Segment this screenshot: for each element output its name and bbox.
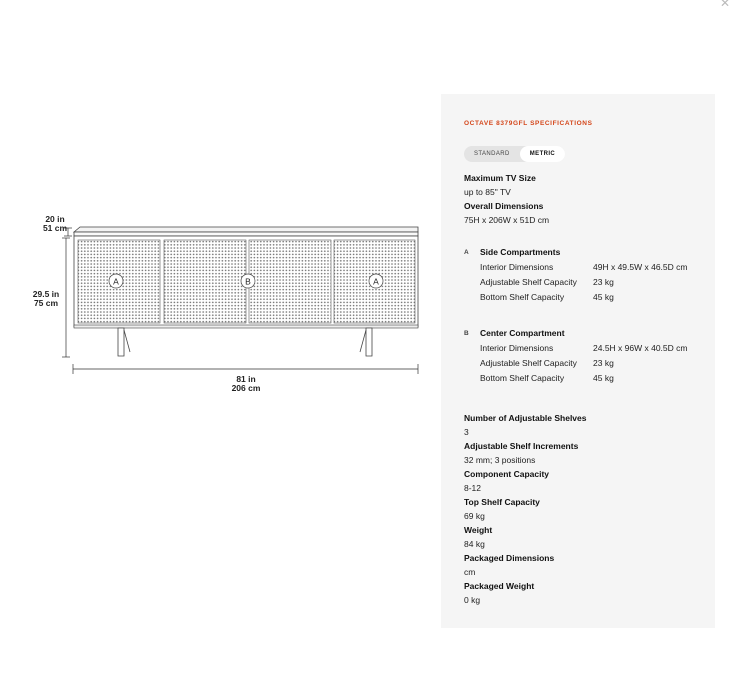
compartment-letter-a: A: [464, 249, 469, 256]
door-label-b: B: [245, 276, 251, 287]
cabinet-top: [74, 227, 418, 232]
depth-label: 20 in 51 cm: [42, 214, 68, 233]
close-icon[interactable]: ✕: [719, 0, 730, 10]
door-center-right: [249, 240, 331, 323]
increments-value: 32 mm; 3 positions: [464, 455, 536, 465]
top-shelf-capacity-value: 69 kg: [464, 511, 485, 521]
increments-label: Adjustable Shelf Increments: [464, 441, 579, 451]
spec-row: Adjustable Shelf Capacity 23 kg: [480, 277, 614, 287]
max-tv-size-label: Maximum TV Size: [464, 173, 536, 183]
spec-row: Interior Dimensions 49H x 49.5W x 46.5D cm: [480, 262, 688, 272]
compartment-letter-b: B: [464, 330, 469, 337]
packaged-weight-value: 0 kg: [464, 595, 481, 605]
spec-row: Bottom Shelf Capacity 45 kg: [480, 292, 614, 302]
door-label-a-right: A: [373, 276, 379, 287]
component-capacity-label: Component Capacity: [464, 469, 550, 479]
center-compartment-section: [464, 326, 715, 386]
center-compartment-title: Center Compartment: [480, 328, 565, 338]
max-tv-size-value: up to 85" TV: [464, 187, 511, 197]
overall-dimensions-label: Overall Dimensions: [464, 201, 544, 211]
spec-row: Bottom Shelf Capacity 45 kg: [480, 373, 614, 383]
units-toggle: [464, 146, 565, 162]
height-label: 29.5 in 75 cm: [32, 289, 60, 308]
units-standard-option[interactable]: STANDARD: [474, 151, 510, 157]
units-metric-option[interactable]: METRIC: [520, 146, 565, 162]
specifications-panel: [441, 94, 715, 628]
shelves-value: 3: [464, 427, 469, 437]
specifications-title: OCTAVE 8379GFL SPECIFICATIONS: [464, 120, 593, 127]
side-compartments-section: [464, 245, 715, 305]
top-shelf-capacity-label: Top Shelf Capacity: [464, 497, 540, 507]
leg-right: [366, 328, 372, 356]
component-capacity-value: 8-12: [464, 483, 482, 493]
door-center-left: [164, 240, 246, 323]
packaged-dimensions-label: Packaged Dimensions: [464, 553, 555, 563]
width-label: 81 in 206 cm: [231, 374, 261, 393]
leg-left: [118, 328, 124, 356]
spec-row: Adjustable Shelf Capacity 23 kg: [480, 358, 614, 368]
weight-value: 84 kg: [464, 539, 485, 549]
shelves-label: Number of Adjustable Shelves: [464, 413, 587, 423]
overall-dimensions-value: 75H x 206W x 51D cm: [464, 215, 550, 225]
packaged-dimensions-value: cm: [464, 567, 476, 577]
packaged-weight-label: Packaged Weight: [464, 581, 535, 591]
spec-row: Interior Dimensions 24.5H x 96W x 40.5D cm: [480, 343, 688, 353]
general-specs: [464, 411, 715, 607]
door-label-a-left: A: [113, 276, 119, 287]
side-compartments-title: Side Compartments: [480, 247, 561, 257]
weight-label: Weight: [464, 525, 493, 535]
